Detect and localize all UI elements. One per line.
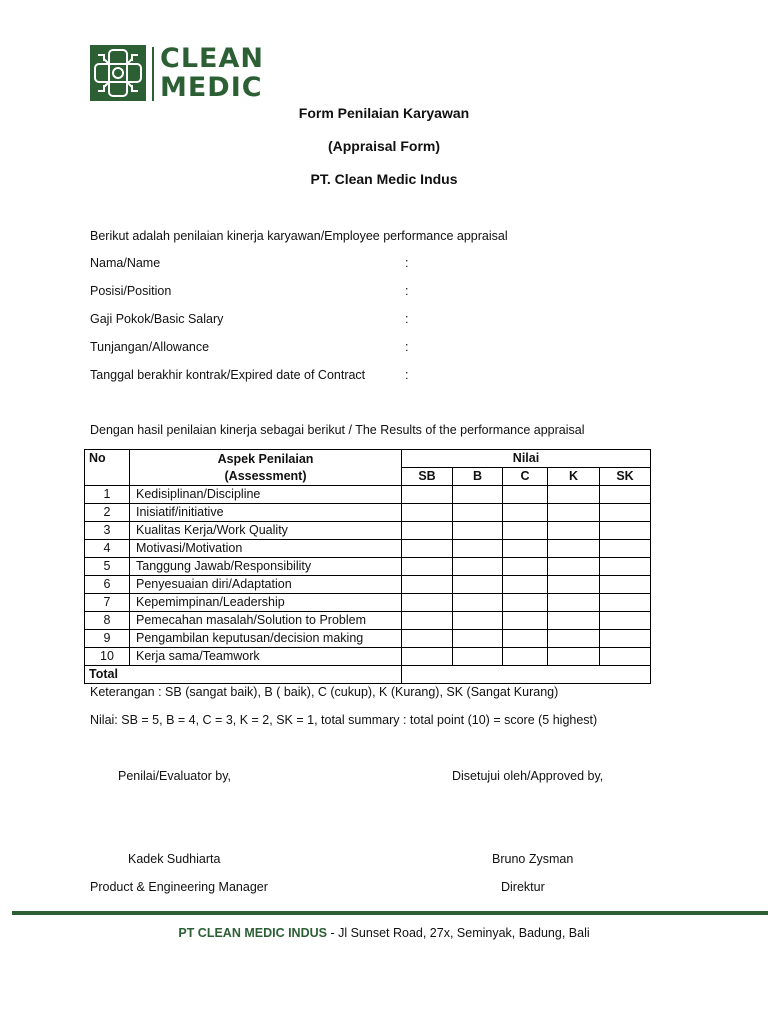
grade-cell-b[interactable]	[453, 504, 503, 522]
evaluator-title: Product & Engineering Manager	[90, 880, 268, 894]
total-label: Total	[85, 666, 402, 684]
grade-cell-k[interactable]	[548, 486, 600, 504]
grade-cell-b[interactable]	[453, 612, 503, 630]
field-salary-label: Gaji Pokok/Basic Salary	[90, 312, 224, 326]
row-number: 8	[85, 612, 130, 630]
grade-cell-b[interactable]	[453, 630, 503, 648]
row-aspect: Pengambilan keputusan/decision making	[130, 630, 402, 648]
grade-cell-sb[interactable]	[402, 486, 453, 504]
approver-title: Direktur	[501, 880, 545, 894]
grade-cell-sb[interactable]	[402, 522, 453, 540]
grade-cell-sk[interactable]	[600, 612, 651, 630]
grade-cell-c[interactable]	[503, 504, 548, 522]
row-number: 4	[85, 540, 130, 558]
table-total-row	[85, 666, 651, 684]
grade-cell-k[interactable]	[548, 630, 600, 648]
row-number: 7	[85, 594, 130, 612]
row-aspect: Tanggung Jawab/Responsibility	[130, 558, 402, 576]
grade-cell-sk[interactable]	[600, 540, 651, 558]
header-aspect	[130, 450, 402, 486]
row-aspect: Inisiatif/initiative	[130, 504, 402, 522]
header-nilai: Nilai	[402, 450, 651, 468]
grade-sk: SK	[600, 468, 651, 486]
grade-cell-b[interactable]	[453, 486, 503, 504]
table-body	[85, 486, 651, 666]
company-title: PT. Clean Medic Indus	[310, 171, 458, 187]
grade-cell-c[interactable]	[503, 540, 548, 558]
grade-cell-c[interactable]	[503, 648, 548, 666]
grade-cell-sb[interactable]	[402, 594, 453, 612]
table-header-row	[85, 450, 651, 468]
field-allowance-label: Tunjangan/Allowance	[90, 340, 210, 354]
row-aspect: Pemecahan masalah/Solution to Problem	[130, 612, 402, 630]
legend-text: Keterangan : SB (sangat baik), B ( baik), C (cukup), K (Kurang), SK (Sangat Kurang)	[90, 685, 559, 699]
grade-cell-c[interactable]	[503, 486, 548, 504]
grade-cell-k[interactable]	[548, 612, 600, 630]
grade-cell-b[interactable]	[453, 648, 503, 666]
field-position-label: Posisi/Position	[90, 284, 172, 298]
form-title: Form Penilaian Karyawan	[298, 105, 470, 121]
intro-text: Berikut adalah penilaian kinerja karyawan/Employee performance appraisal	[90, 229, 508, 243]
appraisal-table	[84, 449, 651, 684]
row-number: 10	[85, 648, 130, 666]
grade-cell-sk[interactable]	[600, 630, 651, 648]
row-number: 6	[85, 576, 130, 594]
grade-cell-b[interactable]	[453, 594, 503, 612]
approver-heading: Disetujui oleh/Approved by,	[452, 769, 604, 783]
company-logo	[90, 45, 280, 103]
evaluator-heading: Penilai/Evaluator by,	[118, 769, 232, 783]
grade-cell-b[interactable]	[453, 558, 503, 576]
row-number: 9	[85, 630, 130, 648]
logo-word-clean: CLEAN	[160, 43, 264, 74]
table-row	[85, 486, 651, 504]
field-contract-colon: :	[405, 368, 409, 382]
grade-cell-sk[interactable]	[600, 558, 651, 576]
header-aspect-line2: (Assessment)	[224, 468, 307, 483]
field-name-colon: :	[405, 256, 409, 270]
table-row	[85, 558, 651, 576]
grade-cell-sb[interactable]	[402, 540, 453, 558]
grade-cell-sk[interactable]	[600, 594, 651, 612]
grade-cell-c[interactable]	[503, 522, 548, 540]
total-value-cell[interactable]	[402, 666, 651, 684]
row-aspect: Penyesuaian diri/Adaptation	[130, 576, 402, 594]
row-number: 3	[85, 522, 130, 540]
footer-company: PT CLEAN MEDIC INDUS	[178, 926, 327, 940]
grade-cell-k[interactable]	[548, 594, 600, 612]
row-aspect: Kedisiplinan/Discipline	[130, 486, 402, 504]
grade-cell-k[interactable]	[548, 504, 600, 522]
table-row	[85, 522, 651, 540]
grade-cell-b[interactable]	[453, 576, 503, 594]
grade-cell-c[interactable]	[503, 630, 548, 648]
grade-cell-sk[interactable]	[600, 648, 651, 666]
logo-word-medic: MEDIC	[160, 72, 263, 103]
logo-emblem-icon	[90, 45, 146, 101]
field-allowance-colon: :	[405, 340, 409, 354]
grade-cell-c[interactable]	[503, 576, 548, 594]
table-row	[85, 504, 651, 522]
grade-cell-c[interactable]	[503, 594, 548, 612]
grade-cell-c[interactable]	[503, 558, 548, 576]
form-subtitle: (Appraisal Form)	[327, 138, 440, 154]
grade-b: B	[453, 468, 503, 486]
row-number: 1	[85, 486, 130, 504]
field-name-label: Nama/Name	[90, 256, 161, 270]
grade-cell-sk[interactable]	[600, 504, 651, 522]
grade-cell-sb[interactable]	[402, 630, 453, 648]
footer-divider	[12, 911, 768, 915]
logo-divider	[152, 47, 154, 101]
table-row	[85, 648, 651, 666]
results-intro-text: Dengan hasil penilaian kinerja sebagai berikut / The Results of the performance appraisal	[90, 423, 585, 437]
grade-cell-k[interactable]	[548, 558, 600, 576]
row-aspect: Kerja sama/Teamwork	[130, 648, 402, 666]
grade-cell-sb[interactable]	[402, 648, 453, 666]
grade-cell-b[interactable]	[453, 522, 503, 540]
grade-c: C	[503, 468, 548, 486]
grade-cell-k[interactable]	[548, 648, 600, 666]
grade-k: K	[548, 468, 600, 486]
grade-cell-sk[interactable]	[600, 486, 651, 504]
field-contract-label: Tanggal berakhir kontrak/Expired date of Contract	[90, 368, 366, 382]
footer	[0, 926, 768, 940]
table-row	[85, 540, 651, 558]
row-aspect: Kualitas Kerja/Work Quality	[130, 522, 402, 540]
row-number: 5	[85, 558, 130, 576]
table-row	[85, 630, 651, 648]
footer-address: - Jl Sunset Road, 27x, Seminyak, Badung, Bali	[326, 926, 590, 940]
grade-cell-sb[interactable]	[402, 612, 453, 630]
scoring-text: Nilai: SB = 5, B = 4, C = 3, K = 2, SK = 1, total summary : total point (10) = score (5 highest)	[90, 713, 598, 727]
table-row	[85, 594, 651, 612]
header-no: No	[85, 450, 130, 486]
field-salary-colon: :	[405, 312, 409, 326]
field-position-colon: :	[405, 284, 409, 298]
grade-cell-c[interactable]	[503, 612, 548, 630]
grade-cell-k[interactable]	[548, 576, 600, 594]
header-aspect-line1: Aspek Penilaian	[217, 451, 314, 466]
table-row	[85, 612, 651, 630]
grade-cell-k[interactable]	[548, 522, 600, 540]
grade-cell-sk[interactable]	[600, 522, 651, 540]
table-row	[85, 576, 651, 594]
grade-cell-b[interactable]	[453, 540, 503, 558]
grade-cell-k[interactable]	[548, 540, 600, 558]
grade-cell-sb[interactable]	[402, 558, 453, 576]
grade-cell-sb[interactable]	[402, 576, 453, 594]
evaluator-name: Kadek Sudhiarta	[128, 852, 221, 866]
row-aspect: Kepemimpinan/Leadership	[130, 594, 402, 612]
row-aspect: Motivasi/Motivation	[130, 540, 402, 558]
approver-name: Bruno Zysman	[492, 852, 574, 866]
grade-cell-sk[interactable]	[600, 576, 651, 594]
row-number: 2	[85, 504, 130, 522]
grade-sb: SB	[402, 468, 453, 486]
grade-cell-sb[interactable]	[402, 504, 453, 522]
